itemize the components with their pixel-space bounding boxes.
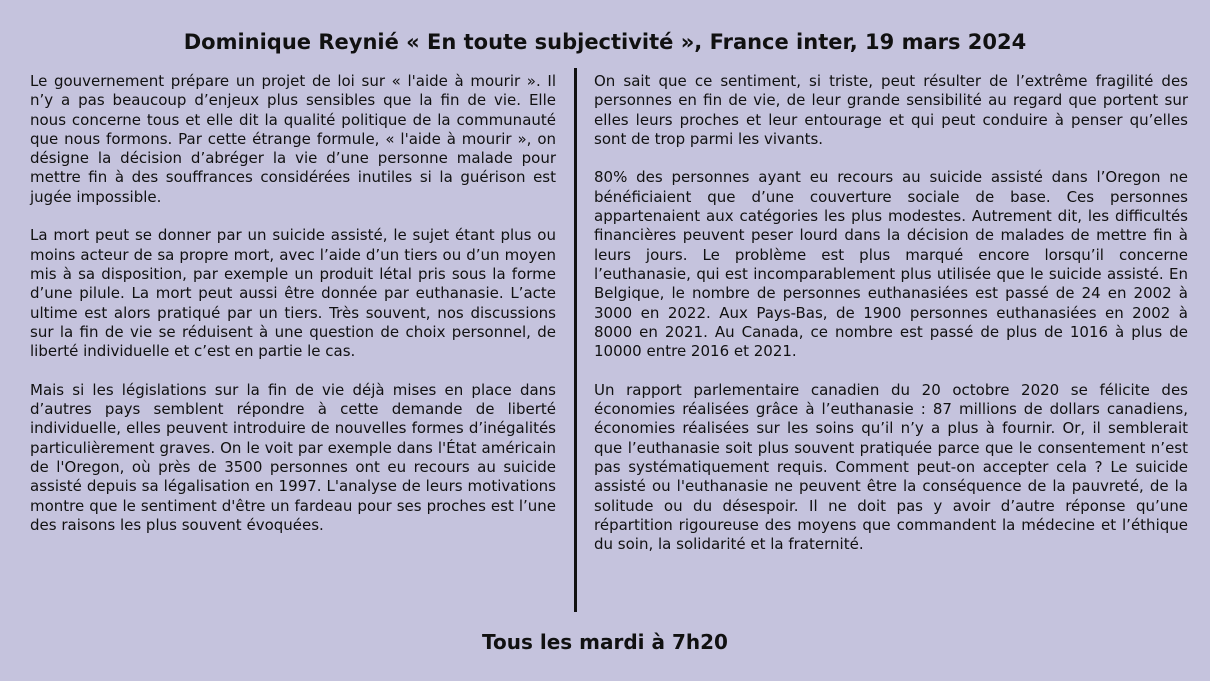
paragraph: Mais si les législations sur la fin de vie déjà mises en place dans d’autres pays semblent répondre à cette demande de liberté individuelle, elles peuvent introduire de nouvelles formes d’inégalités particulièrement graves. On le voit par exemple dans l'État américain de l'Oregon, où près de 3500 personnes ont eu recours au suicide assisté depuis sa légalisation en 1997. L'analyse de leurs motivations montre que le sentiment d'être un fardeau pour ses proches est l’une des raisons les plus souvent évoquées.: [30, 380, 556, 534]
paragraph: Un rapport parlementaire canadien du 20 octobre 2020 se félicite des économies réalisées grâce à l’euthanasie : 87 millions de dollars canadiens, économies réalisées sur les soins qu’il n’y a plus à fournir. Or, il semblerait que l’euthanasie soit plus souvent pratiquée parce que le consentement n’est pas systématiquement requis. Comment peut-on accepter cela ? Le suicide assisté ou l'euthanasie ne peuvent être la conséquence de la pauvreté, de la solitude ou du désespoir. Il ne doit pas y avoir d’autre réponse qu’une répartition rigoureuse des moyens que commandent la médecine et l’éthique du soin, la solidarité et la fraternité.: [594, 380, 1188, 554]
paragraph: Le gouvernement prépare un projet de loi sur « l'aide à mourir ». Il n’y a pas beaucoup d’enjeux plus sensibles que la fin de vie. Elle nous concerne tous et elle dit la qualité politique de la communauté que nous formons. Par cette étrange formule, « l'aide à mourir », on désigne la décision d’abréger la vie d’une personne malade pour mettre fin à des souffrances considérées inutiles si la guérison est jugée impossible.: [30, 72, 556, 206]
footer-schedule: Tous les mardi à 7h20: [482, 630, 728, 654]
left-column: [30, 72, 556, 554]
paragraph: La mort peut se donner par un suicide assisté, le sujet étant plus ou moins acteur de sa propre mort, avec l’aide d’un tiers ou d’un moyen mis à sa disposition, par exemple un produit létal pris sous la forme d’une pilule. La mort peut aussi être donnée par euthanasie. L’acte ultime est alors pratiqué par un tiers. Très souvent, nos discussions sur la fin de vie se réduisent à une question de choix personnel, de liberté individuelle et c’est en partie le cas.: [30, 226, 556, 361]
column-divider: [574, 68, 577, 612]
paragraph: 80% des personnes ayant eu recours au suicide assisté dans l’Oregon ne bénéficiaient que d’une couverture sociale de base. Ces personnes appartenaient aux catégories les plus modestes. Autrement dit, les difficultés financières peuvent peser lourd dans la décision de malades de mettre fin à leurs jours. Le problème est plus marqué encore lorsqu’il concerne l’euthanasie, qui est incomparablement plus utilisée que le suicide assisté. En Belgique, le nombre de personnes euthanasiées est passé de 24 en 2002 à 3000 en 2022. Aux Pays-Bas, de 1900 personnes euthanasiées en 2002 à 8000 en 2021. Au Canada, ce nombre est passé de plus de 1016 à plus de 10000 entre 2016 et 2021.: [594, 168, 1188, 361]
page-title: Dominique Reynié « En toute subjectivité », France inter, 19 mars 2024: [183, 30, 1027, 54]
paragraph: On sait que ce sentiment, si triste, peut résulter de l’extrême fragilité des personnes en fin de vie, de leur grande sensibilité au regard que portent sur elles leurs proches et leur entourage et qui peut conduire à penser qu’elles sont de trop parmi les vivants.: [594, 72, 1188, 148]
right-column: [594, 72, 1188, 574]
